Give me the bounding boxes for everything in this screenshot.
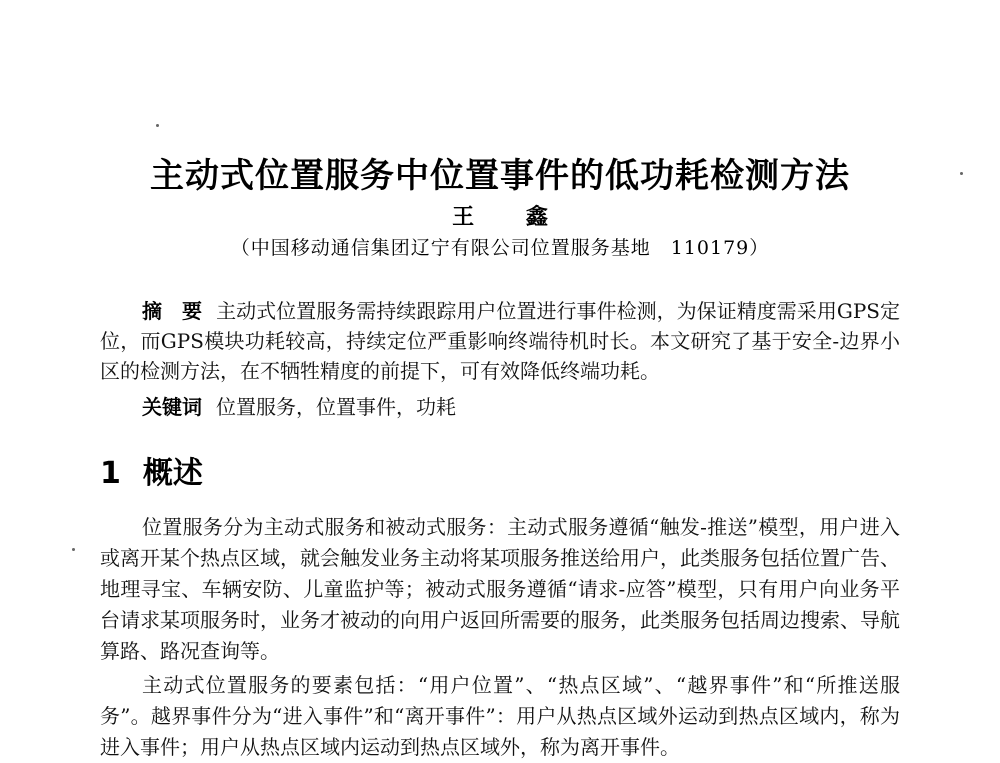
scan-speck: [960, 172, 963, 175]
keywords-text: 位置服务，位置事件，功耗: [216, 395, 456, 419]
author-affiliation: （中国移动通信集团辽宁有限公司位置服务基地 110179）: [230, 237, 770, 259]
section-heading: [100, 448, 203, 492]
section-title: 概述: [142, 456, 203, 491]
scan-speck: [156, 124, 159, 127]
keywords-line: [142, 392, 456, 422]
abstract-label: 摘 要: [142, 299, 203, 323]
keywords-label: 关键词: [142, 395, 202, 419]
scan-speck: [72, 548, 75, 551]
section-number: 1: [100, 456, 121, 491]
body-paragraph: 主动式位置服务的要素包括：“用户位置”、“热点区域”、“越界事件”和“所推送服务”。越界事件分为“进入事件”和“离开事件”：用户从热点区域外运动到热点区域内，称为进入事件；用户从热点区域内运动到热点区域外，称为离开事件。: [100, 673, 900, 759]
paper-title: 主动式位置服务中位置事件的低功耗检测方法: [150, 156, 850, 196]
body-paragraph: 位置服务分为主动式服务和被动式服务：主动式服务遵循“触发-推送”模型，用户进入或离开某个热点区域，就会触发业务主动将某项服务推送给用户，此类服务包括位置广告、地理寻宝、车辆安防、儿童监护等；被动式服务遵循“请求-应答”模型，只有用户向业务平台请求某项服务时，业务才被动的向用户返回所需要的服务，此类服务包括周边搜索、导航算路、路况查询等。: [100, 515, 900, 663]
abstract-paragraph: [100, 296, 900, 386]
abstract-text: 主动式位置服务需持续跟踪用户位置进行事件检测，为保证精度需采用GPS定位，而GPS模块功耗较高，持续定位严重影响终端待机时长。本文研究了基于安全-边界小区的检测方法，在不牺牲精度的前提下，可有效降低终端功耗。: [100, 299, 900, 383]
author-name: 王 鑫: [452, 205, 570, 230]
